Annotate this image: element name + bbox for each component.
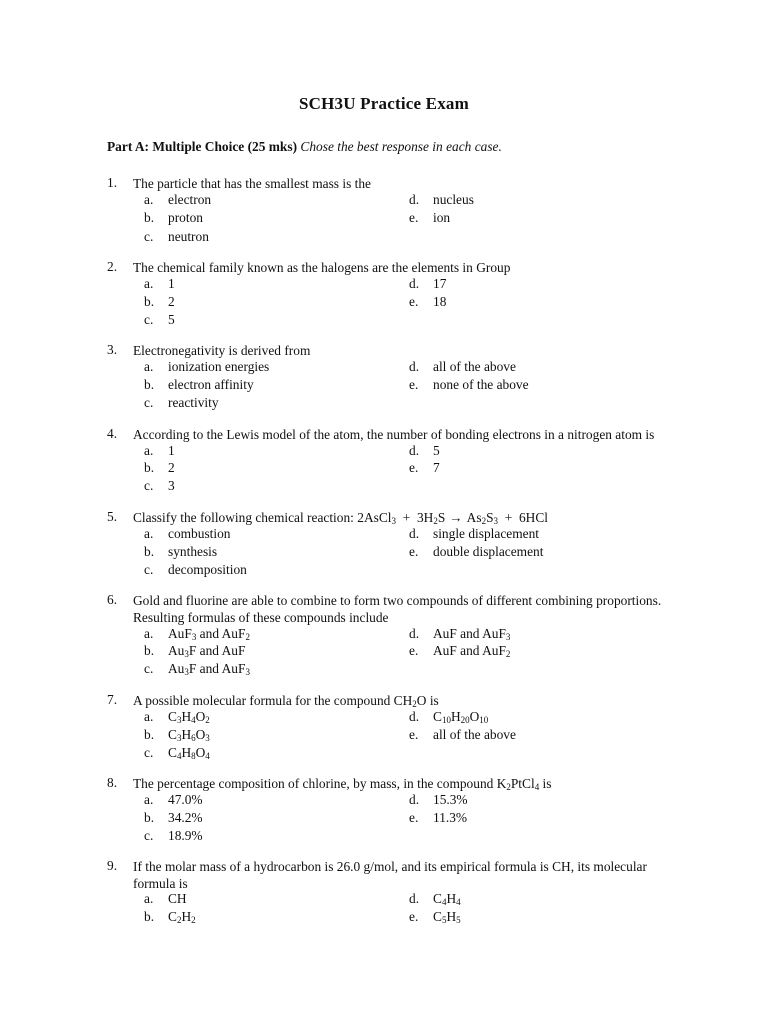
question-number: 2.: [107, 259, 118, 274]
reaction-arrow-icon: →: [449, 510, 463, 525]
question-text: The chemical family known as the halogens are the elements in Group: [133, 260, 511, 275]
option-e: e. ion: [409, 210, 451, 225]
part-a-instructions: [107, 139, 502, 155]
option-a: a. $C_3H_4O_2$: [144, 709, 210, 725]
option-b: b. electron affinity: [144, 377, 254, 392]
question-text: Electronegativity is derived from: [133, 343, 311, 358]
question-number: 5.: [107, 509, 118, 524]
option-a: a. 1: [144, 276, 175, 291]
option-e: e. AuF and AuF$_2$: [409, 643, 511, 659]
option-a: a. 47.0%: [144, 792, 203, 807]
option-d: d. nucleus: [409, 192, 474, 207]
option-a: a. CH: [144, 891, 187, 906]
option-e: e. double displacement: [409, 544, 544, 559]
question-text: Classify the following chemical reaction: 2AsCl$_3$ + $3H_2S \to As_2S_3 + 6HCl$: [133, 510, 549, 526]
option-a: a. combustion: [144, 526, 231, 541]
question-text: A possible molecular formula for the compound $CH_2O$ is: [133, 693, 439, 709]
option-c: c. neutron: [144, 229, 209, 244]
option-d: d. $C_4H_4$: [409, 891, 461, 907]
part-label: Part A: Multiple Choice (25 mks): [107, 139, 298, 154]
option-a: a. 1: [144, 443, 175, 458]
option-a: a. ionization energies: [144, 359, 270, 374]
question-number: 3.: [107, 342, 118, 357]
option-c: c. $Au_3F$ and AuF$_3$: [144, 661, 250, 677]
question-number: 4.: [107, 426, 118, 441]
option-b: b. $Au_3F$ and AuF: [144, 643, 246, 659]
part-note: Chose the best response in each case.: [300, 139, 502, 154]
question-text: The particle that has the smallest mass is the: [133, 176, 371, 191]
option-b: b. 2: [144, 460, 175, 475]
option-b: b. $C_2H_2$: [144, 909, 196, 925]
option-b: b. $C_3H_6O_3$: [144, 727, 210, 743]
option-b: b. 34.2%: [144, 810, 203, 825]
question-text: If the molar mass of a hydrocarbon is 26.0 g/mol, and its empirical formula is CH, its molecular formula is: [133, 859, 647, 891]
option-c: c. 5: [144, 312, 175, 327]
question-text: The percentage composition of chlorine, by mass, in the compound $K_2PtCl_4$ is: [133, 776, 552, 792]
option-a: a. AuF$_3$ and AuF$_2$: [144, 626, 250, 642]
question-text: Gold and fluorine are able to combine to form two compounds of different combining proportions. Resulting formulas of these compounds include: [133, 593, 662, 625]
option-c: c. $C_4H_8O_4$: [144, 745, 210, 761]
question-number: 1.: [107, 175, 118, 190]
option-b: b. 2: [144, 294, 175, 309]
option-e: e. 7: [409, 460, 440, 475]
option-c: c. 18.9%: [144, 828, 203, 843]
option-e: e. none of the above: [409, 377, 529, 392]
option-c: c. decomposition: [144, 562, 247, 577]
option-e: e. all of the above: [409, 727, 516, 742]
option-c: c. 3: [144, 478, 175, 493]
option-d: d. AuF and AuF$_3$: [409, 626, 511, 642]
option-b: b. proton: [144, 210, 203, 225]
option-d: d. all of the above: [409, 359, 516, 374]
option-b: b. synthesis: [144, 544, 218, 559]
question-number: 9.: [107, 858, 118, 873]
option-d: d. 15.3%: [409, 792, 468, 807]
chemical-equation: 2AsCl$_3$ + $3H_2S \to As_2S_3 + 6HCl$: [357, 510, 549, 526]
option-e: e. 18: [409, 294, 447, 309]
option-d: d. $C_{10}H_{20}O_{10}$: [409, 709, 489, 725]
option-a: a. electron: [144, 192, 212, 207]
question-number: 7.: [107, 692, 118, 707]
option-d: d. 5: [409, 443, 440, 458]
page-title: SCH3U Practice Exam: [299, 94, 469, 113]
question-number: 6.: [107, 592, 118, 607]
option-d: d. 17: [409, 276, 447, 291]
option-e: e. $C_5H_5$: [409, 909, 461, 925]
option-c: c. reactivity: [144, 395, 219, 410]
question-number: 8.: [107, 775, 118, 790]
question-text: According to the Lewis model of the atom, the number of bonding electrons in a nitrogen atom is: [133, 427, 655, 442]
option-d: d. single displacement: [409, 526, 539, 541]
option-e: e. 11.3%: [409, 810, 468, 825]
